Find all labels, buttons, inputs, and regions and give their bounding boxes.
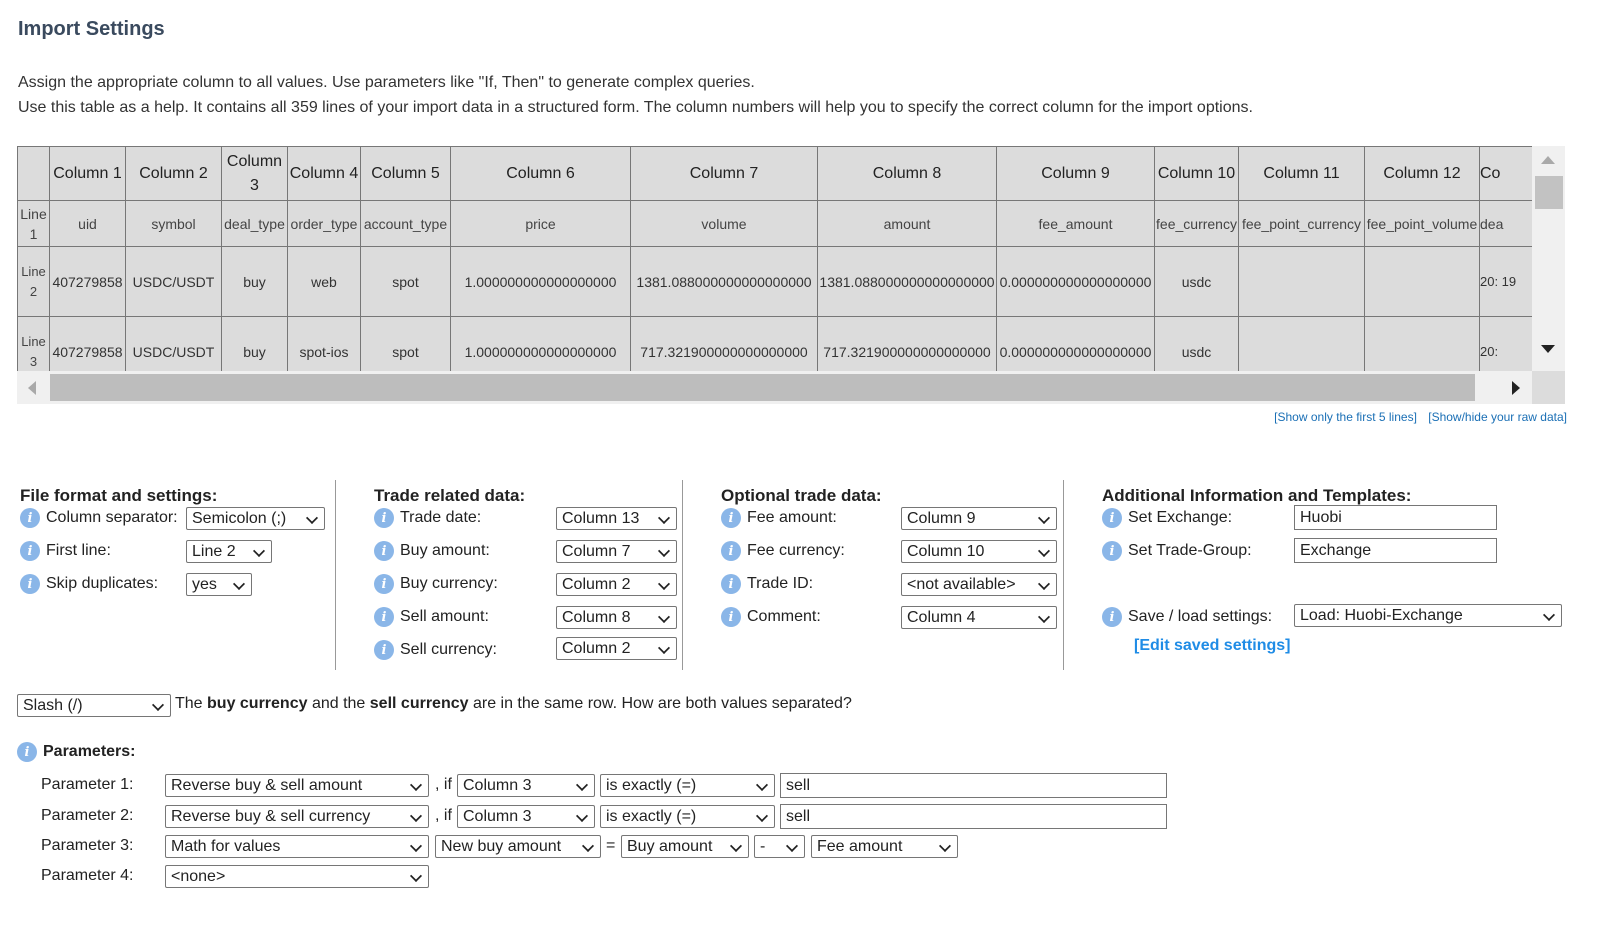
field-label: Set Exchange: xyxy=(1128,509,1233,526)
parameter-2-value-input[interactable]: sell xyxy=(780,804,1167,829)
field-label: Buy currency: xyxy=(400,575,498,592)
chevron-down-icon xyxy=(730,840,742,852)
currency-separator-text xyxy=(175,695,852,713)
skip-duplicates-select[interactable] xyxy=(186,573,252,596)
table-cell: order_type xyxy=(288,201,361,247)
select-value: - xyxy=(760,838,766,855)
column-header: Column 8 xyxy=(818,147,997,201)
parameter-4-label: Parameter 4: xyxy=(41,867,134,884)
chevron-down-icon xyxy=(756,810,768,822)
parameter-2-operator-select[interactable] xyxy=(600,805,775,828)
chevron-down-icon xyxy=(658,578,670,590)
buy-currency-select[interactable] xyxy=(556,573,677,596)
vertical-scrollbar[interactable] xyxy=(1532,146,1565,371)
parameter-1-if-text: , if xyxy=(435,776,452,793)
exchange-input[interactable]: Huobi xyxy=(1294,505,1497,530)
text-part: are in the same row. How are both values separated? xyxy=(468,695,852,712)
chevron-down-icon xyxy=(152,699,164,711)
select-value: Column 10 xyxy=(907,543,985,560)
table-row xyxy=(18,317,1533,372)
info-icon[interactable]: i xyxy=(1102,607,1122,627)
currency-separator-select[interactable] xyxy=(17,694,171,717)
comment-select[interactable] xyxy=(901,606,1057,629)
select-value: Column 3 xyxy=(463,777,532,794)
select-value: yes xyxy=(192,576,217,593)
text-part: The xyxy=(175,695,208,712)
select-value: Buy amount xyxy=(627,838,713,855)
select-value: Fee amount xyxy=(817,838,903,855)
table-cell: spot xyxy=(361,247,451,317)
table-cell: 407279858 xyxy=(50,247,126,317)
file-format-section xyxy=(20,480,336,670)
additional-info-section xyxy=(1064,480,1569,670)
section-title: Additional Information and Templates: xyxy=(1102,486,1412,505)
info-icon[interactable]: i xyxy=(20,541,40,561)
table-cell: 20: 19 xyxy=(1480,247,1533,317)
table-cell: fee_currency xyxy=(1155,201,1239,247)
info-icon[interactable]: i xyxy=(17,742,37,762)
buy-amount-select[interactable] xyxy=(556,540,677,563)
chevron-down-icon xyxy=(1038,611,1050,623)
parameter-3-equals-text: = xyxy=(606,837,616,854)
table-cell: fee_amount xyxy=(997,201,1155,247)
info-icon[interactable]: i xyxy=(374,640,394,660)
select-value: Column 8 xyxy=(562,609,631,626)
select-value: Load: Huobi-Exchange xyxy=(1300,607,1463,624)
column-header: Column 4 xyxy=(288,147,361,201)
table-cell: amount xyxy=(818,201,997,247)
info-icon[interactable]: i xyxy=(374,508,394,528)
chevron-down-icon xyxy=(786,840,798,852)
edit-saved-settings-link[interactable]: [Edit saved settings] xyxy=(1134,637,1291,654)
parameters-heading xyxy=(17,742,136,762)
fee-amount-select[interactable] xyxy=(901,507,1057,530)
chevron-down-icon xyxy=(939,840,951,852)
text-part: and the xyxy=(307,695,370,712)
chevron-down-icon xyxy=(756,779,768,791)
info-icon[interactable]: i xyxy=(721,607,741,627)
table-cell: dea xyxy=(1480,201,1533,247)
parameter-3-operand-a-select[interactable] xyxy=(621,835,749,858)
column-header: Column 3 xyxy=(222,147,288,201)
select-value: Math for values xyxy=(171,838,281,855)
table-cell: fee_point_currency xyxy=(1239,201,1365,247)
text-bold: sell currency xyxy=(369,695,469,712)
select-value: is exactly (=) xyxy=(606,777,697,794)
chevron-down-icon xyxy=(1038,578,1050,590)
sell-currency-select[interactable] xyxy=(556,637,677,660)
preview-table xyxy=(17,146,1532,371)
field-label: Sell amount: xyxy=(400,608,489,625)
select-value: Column 4 xyxy=(907,609,976,626)
chevron-down-icon xyxy=(658,545,670,557)
page-title: Import Settings xyxy=(18,18,165,40)
scroll-left-arrow-icon[interactable] xyxy=(28,381,36,395)
toggle-raw-data-link[interactable]: [Show/hide your raw data] xyxy=(1428,410,1567,424)
table-cell: buy xyxy=(222,247,288,317)
table-cell: usdc xyxy=(1155,317,1239,372)
chevron-down-icon xyxy=(658,512,670,524)
info-icon[interactable]: i xyxy=(374,541,394,561)
select-value: Column 13 xyxy=(562,510,640,527)
currency-separator-row xyxy=(17,693,1217,718)
chevron-down-icon xyxy=(410,779,422,791)
select-value: Line 2 xyxy=(192,543,236,560)
select-value: Reverse buy & sell currency xyxy=(171,808,371,825)
field-label: Fee currency: xyxy=(747,542,845,559)
table-row xyxy=(18,247,1533,317)
parameter-3-target-select[interactable] xyxy=(435,835,601,858)
field-label: Column separator: xyxy=(46,509,178,526)
info-icon[interactable]: i xyxy=(721,508,741,528)
column-header: Column 9 xyxy=(997,147,1155,201)
table-cell: fee_point_volume xyxy=(1365,201,1480,247)
field-label: Trade date: xyxy=(400,509,482,526)
field-label: Comment: xyxy=(747,608,821,625)
sell-amount-select[interactable] xyxy=(556,606,677,629)
field-label: Set Trade-Group: xyxy=(1128,542,1252,559)
grid-corner-cell xyxy=(18,147,50,201)
info-icon[interactable]: i xyxy=(721,541,741,561)
table-cell: deal_type xyxy=(222,201,288,247)
show-first-5-lines-link[interactable]: [Show only the first 5 lines] xyxy=(1274,410,1417,424)
scroll-up-arrow-icon[interactable] xyxy=(1541,156,1555,164)
section-title: Trade related data: xyxy=(374,486,526,505)
chevron-down-icon xyxy=(576,779,588,791)
scroll-down-arrow-icon[interactable] xyxy=(1541,345,1555,353)
parameter-1-value-input[interactable]: sell xyxy=(780,773,1167,798)
info-icon[interactable]: i xyxy=(1102,541,1122,561)
select-value: Semicolon (;) xyxy=(192,510,287,527)
section-title: Optional trade data: xyxy=(721,486,882,505)
table-cell: 0.000000000000000000 xyxy=(997,247,1155,317)
column-header: Co xyxy=(1480,147,1533,201)
table-cell: web xyxy=(288,247,361,317)
chevron-down-icon xyxy=(1543,609,1555,621)
table-cell: spot-ios xyxy=(288,317,361,372)
parameter-1-column-select[interactable] xyxy=(457,774,595,797)
column-header: Column 1 xyxy=(50,147,126,201)
table-cell: USDC/USDT xyxy=(126,317,222,372)
column-header: Column 11 xyxy=(1239,147,1365,201)
parameter-3-action-select[interactable] xyxy=(165,835,429,858)
table-row xyxy=(18,201,1533,247)
field-label: Trade ID: xyxy=(747,575,814,592)
parameter-3-operand-b-select[interactable] xyxy=(811,835,958,858)
select-value: <not available> xyxy=(907,576,1016,593)
chevron-down-icon xyxy=(1038,545,1050,557)
table-cell: uid xyxy=(50,201,126,247)
table-cell: volume xyxy=(631,201,818,247)
chevron-down-icon xyxy=(658,642,670,654)
horizontal-scroll-thumb[interactable] xyxy=(50,374,1475,401)
optional-trade-data-section xyxy=(683,480,1064,670)
table-cell: 0.000000000000000000 xyxy=(997,317,1155,372)
table-cell: price xyxy=(451,201,631,247)
trade-group-input[interactable]: Exchange xyxy=(1294,538,1497,563)
horizontal-scrollbar[interactable] xyxy=(17,371,1532,404)
fee-currency-select[interactable] xyxy=(901,540,1057,563)
parameter-3-label: Parameter 3: xyxy=(41,837,134,854)
select-value: is exactly (=) xyxy=(606,808,697,825)
table-cell: spot xyxy=(361,317,451,372)
field-label: Buy amount: xyxy=(400,542,490,559)
select-value: Column 3 xyxy=(463,808,532,825)
select-value: Column 7 xyxy=(562,543,631,560)
table-cell: 1.000000000000000000 xyxy=(451,317,631,372)
vertical-scroll-thumb[interactable] xyxy=(1535,176,1563,209)
column-header: Column 2 xyxy=(126,147,222,201)
first-line-select[interactable] xyxy=(186,540,272,563)
column-separator-select[interactable] xyxy=(186,507,325,530)
table-cell: account_type xyxy=(361,201,451,247)
parameter-1-action-select[interactable] xyxy=(165,774,429,797)
table-cell: 1381.088000000000000000 xyxy=(631,247,818,317)
select-value: Reverse buy & sell amount xyxy=(171,777,363,794)
field-label: Sell currency: xyxy=(400,641,497,658)
table-cell: 1381.088000000000000000 xyxy=(818,247,997,317)
field-label: Fee amount: xyxy=(747,509,837,526)
info-icon[interactable]: i xyxy=(20,508,40,528)
table-cell xyxy=(1239,317,1365,372)
info-icon[interactable]: i xyxy=(20,574,40,594)
select-value: Slash (/) xyxy=(23,697,83,714)
grid-links xyxy=(1266,410,1567,424)
parameter-2-if-text: , if xyxy=(435,807,452,824)
field-label: Skip duplicates: xyxy=(46,575,159,592)
parameter-1-label: Parameter 1: xyxy=(41,776,134,793)
column-header: Column 5 xyxy=(361,147,451,201)
select-value: New buy amount xyxy=(441,838,562,855)
chevron-down-icon xyxy=(410,840,422,852)
info-icon[interactable]: i xyxy=(1102,508,1122,528)
info-icon[interactable]: i xyxy=(721,574,741,594)
info-icon[interactable]: i xyxy=(374,607,394,627)
table-cell xyxy=(1365,317,1480,372)
table-cell: USDC/USDT xyxy=(126,247,222,317)
intro-text: Assign the appropriate column to all values. Use parameters like "If, Then" to generate complex queries. xyxy=(18,74,755,91)
table-cell: symbol xyxy=(126,201,222,247)
parameter-1-operator-select[interactable] xyxy=(600,774,775,797)
row-label: Line 3 xyxy=(18,317,50,372)
table-cell: usdc xyxy=(1155,247,1239,317)
trade-id-select[interactable] xyxy=(901,573,1057,596)
parameter-2-label: Parameter 2: xyxy=(41,807,134,824)
text-bold: buy currency xyxy=(207,695,308,712)
select-value: Column 9 xyxy=(907,510,976,527)
chevron-down-icon xyxy=(658,611,670,623)
chevron-down-icon xyxy=(576,810,588,822)
table-cell: 717.321900000000000000 xyxy=(818,317,997,372)
scroll-right-arrow-icon[interactable] xyxy=(1512,381,1520,395)
column-header: Column 7 xyxy=(631,147,818,201)
chevron-down-icon xyxy=(233,578,245,590)
table-cell: 717.321900000000000000 xyxy=(631,317,818,372)
chevron-down-icon xyxy=(306,512,318,524)
data-preview-grid xyxy=(17,146,1565,404)
select-value: Column 2 xyxy=(562,576,631,593)
table-cell: 20: xyxy=(1480,317,1533,372)
chevron-down-icon xyxy=(410,870,422,882)
field-label: First line: xyxy=(46,542,111,559)
parameters-title: Parameters: xyxy=(43,743,136,760)
trade-data-section xyxy=(336,480,683,670)
chevron-down-icon xyxy=(410,810,422,822)
chevron-down-icon xyxy=(582,840,594,852)
info-icon[interactable]: i xyxy=(374,574,394,594)
intro-text-help: Use this table as a help. It contains all 359 lines of your import data in a structured form. The column numbers will help you to specify the correct column for the import options. xyxy=(18,99,1253,116)
column-header: Column 10 xyxy=(1155,147,1239,201)
parameter-3-math-operator-select[interactable] xyxy=(754,835,805,858)
table-cell xyxy=(1365,247,1480,317)
column-header: Column 12 xyxy=(1365,147,1480,201)
column-header: Column 6 xyxy=(451,147,631,201)
save-load-settings-select[interactable] xyxy=(1294,604,1562,627)
trade-date-select[interactable] xyxy=(556,507,677,530)
row-label: Line 1 xyxy=(18,201,50,247)
table-cell xyxy=(1239,247,1365,317)
scrollbar-corner xyxy=(1532,371,1565,404)
row-label: Line 2 xyxy=(18,247,50,317)
parameter-2-action-select[interactable] xyxy=(165,805,429,828)
table-cell: 407279858 xyxy=(50,317,126,372)
table-cell: 1.000000000000000000 xyxy=(451,247,631,317)
section-title: File format and settings: xyxy=(20,486,218,505)
select-value: <none> xyxy=(171,868,226,885)
select-value: Column 2 xyxy=(562,640,631,657)
field-label: Save / load settings: xyxy=(1128,608,1273,625)
chevron-down-icon xyxy=(253,545,265,557)
parameter-4-action-select[interactable] xyxy=(165,865,429,888)
parameter-2-column-select[interactable] xyxy=(457,805,595,828)
table-cell: buy xyxy=(222,317,288,372)
chevron-down-icon xyxy=(1038,512,1050,524)
